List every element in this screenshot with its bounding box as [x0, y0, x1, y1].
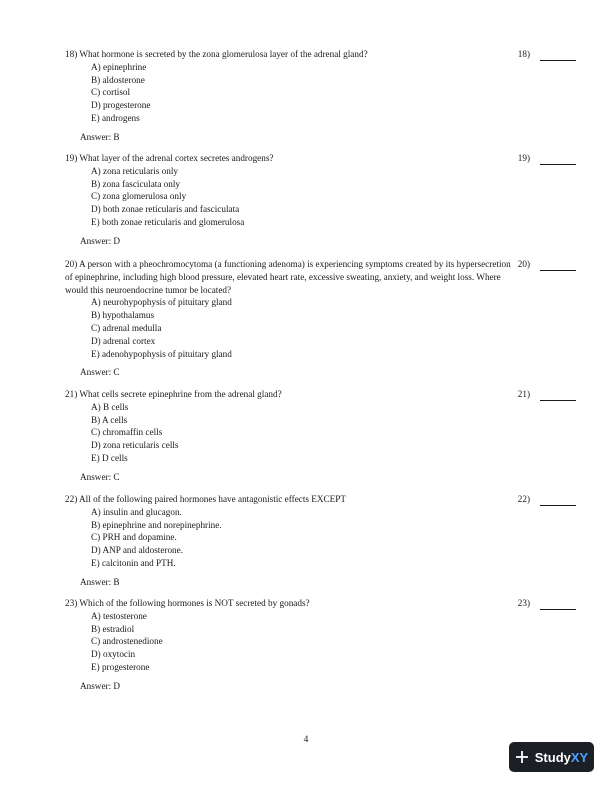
answer-key: Answer: D: [80, 680, 121, 691]
question-number-margin: 18): [517, 49, 530, 59]
option-b: B) aldosterone: [91, 74, 145, 85]
option-a: A) zona reticularis only: [91, 165, 178, 176]
question-18: [65, 48, 580, 144]
question-number-margin: 21): [517, 389, 530, 399]
option-b: B) A cells: [91, 414, 128, 425]
question-stem: 20) A person with a pheochromocytoma (a functioning adenoma) is experiencing symptoms created by its hypersecretion of epinephrine, including high blood pressure, elevated heart rate, excessive sweating, anxiety, and weight loss. Where would this neuroendocrine tumor be located?: [65, 259, 511, 295]
option-b: B) estradiol: [91, 623, 135, 634]
answer-key: Answer: C: [80, 367, 120, 378]
option-c: C) PRH and dopamine.: [91, 532, 177, 543]
options-list: [65, 506, 580, 570]
question-number-margin: 19): [517, 153, 530, 163]
option-d: D) oxytocin: [91, 649, 136, 660]
option-b: B) zona fasciculata only: [91, 178, 181, 189]
options-list: [65, 401, 580, 465]
option-a: A) testosterone: [91, 610, 147, 621]
option-e: E) androgens: [91, 112, 140, 123]
option-e: E) calcitonin and PTH.: [91, 557, 176, 568]
question-19: [65, 152, 580, 248]
option-d: D) adrenal cortex: [91, 335, 156, 346]
option-b: B) hypothalamus: [91, 310, 155, 321]
question-stem: 22) All of the following paired hormones have antagonistic effects EXCEPT: [65, 494, 347, 504]
option-c: C) androstenedione: [91, 636, 163, 647]
question-23: [65, 597, 580, 693]
option-c: C) adrenal medulla: [91, 322, 162, 333]
answer-blank: [540, 597, 576, 610]
brand-main: Study: [534, 749, 571, 765]
brand-wordmark: [535, 750, 588, 765]
brand-accent: XY: [570, 749, 589, 765]
question-stem: 18) What hormone is secreted by the zona glomerulosa layer of the adrenal gland?: [65, 49, 368, 59]
answer-blank: [540, 493, 576, 506]
option-d: D) ANP and aldosterone.: [91, 545, 184, 556]
option-d: D) zona reticularis cells: [91, 440, 179, 451]
option-e: E) D cells: [91, 452, 128, 463]
answer-key: Answer: C: [80, 471, 120, 482]
option-b: B) epinephrine and norepinephrine.: [91, 519, 222, 530]
answer-blank: [540, 48, 576, 61]
option-e: E) adenohypophysis of pituitary gland: [91, 348, 232, 359]
plus-icon: [515, 750, 529, 764]
question-21: [65, 388, 580, 484]
option-e: E) both zonae reticularis and glomerulosa: [91, 216, 245, 227]
page-number: 4: [303, 735, 309, 745]
options-list: [65, 165, 580, 229]
answer-blank: [540, 388, 576, 401]
question-number-margin: 20): [517, 259, 530, 269]
option-e: E) progesterone: [91, 661, 150, 672]
option-a: A) epinephrine: [91, 61, 147, 72]
question-stem: 19) What layer of the adrenal cortex secretes androgens?: [65, 153, 274, 163]
option-d: D) both zonae reticularis and fasciculata: [91, 204, 240, 215]
option-a: A) neurohypophysis of pituitary gland: [91, 297, 232, 308]
option-c: C) chromaffin cells: [91, 427, 163, 438]
question-stem: 21) What cells secrete epinephrine from the adrenal gland?: [65, 389, 282, 399]
studyxy-badge[interactable]: [509, 742, 594, 772]
answer-key: Answer: B: [80, 131, 120, 142]
answer-blank: [540, 152, 576, 165]
question-20: [65, 258, 580, 379]
options-list: [65, 296, 580, 360]
option-a: A) B cells: [91, 401, 129, 412]
question-number-margin: 22): [517, 494, 530, 504]
question-22: [65, 493, 580, 589]
question-number-margin: 23): [517, 598, 530, 608]
answer-key: Answer: D: [80, 235, 121, 246]
option-d: D) progesterone: [91, 100, 151, 111]
option-c: C) cortisol: [91, 87, 131, 98]
option-a: A) insulin and glucagon.: [91, 506, 182, 517]
answer-blank: [540, 258, 576, 271]
answer-key: Answer: B: [80, 576, 120, 587]
question-stem: 23) Which of the following hormones is NOT secreted by gonads?: [65, 598, 310, 608]
options-list: [65, 61, 580, 125]
option-c: C) zona glomerulosa only: [91, 191, 187, 202]
options-list: [65, 610, 580, 674]
